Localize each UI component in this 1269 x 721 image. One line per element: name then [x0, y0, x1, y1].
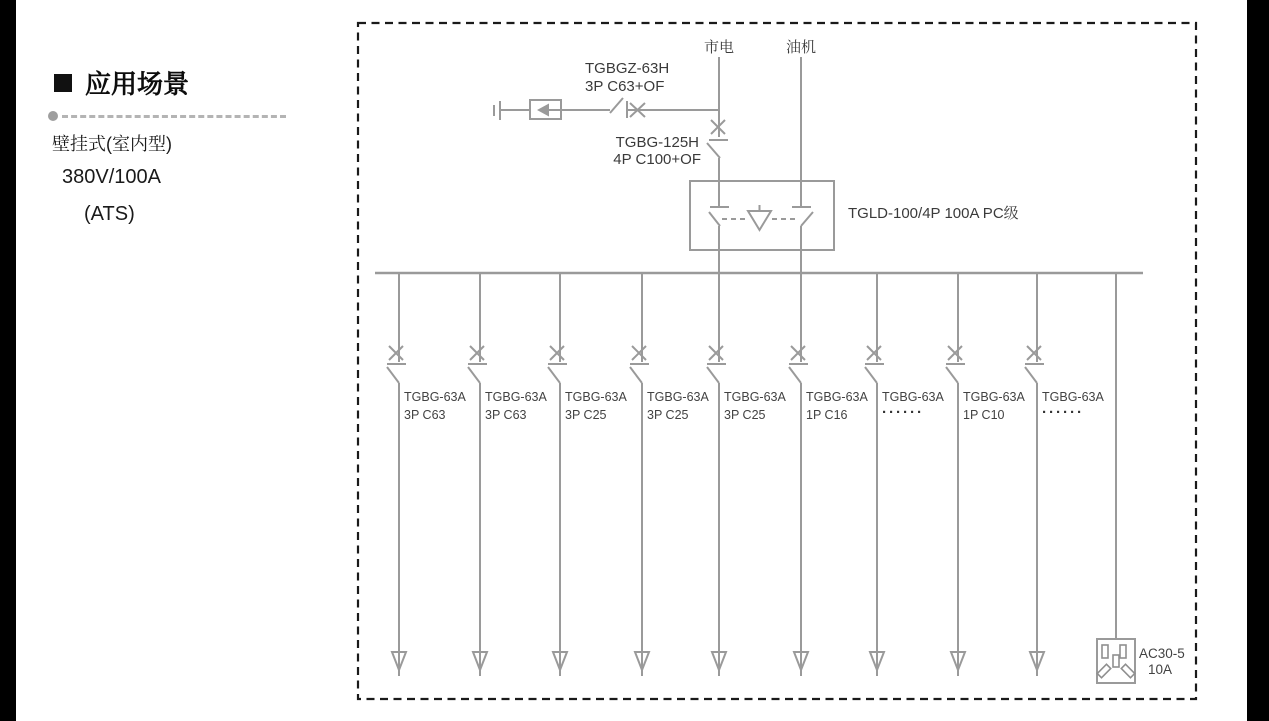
ats-model-label: TGLD-100/4P 100A PC级	[848, 205, 1019, 222]
branch-model-label: TGBG-63A	[647, 390, 709, 404]
mains-source-label: 市电	[703, 39, 735, 56]
branch-model-label: TGBG-63A	[565, 390, 627, 404]
spd-spec-label: 3P C63+OF	[585, 78, 665, 95]
branch-circuit-3	[548, 274, 627, 676]
branch-model-label: TGBG-63A	[1042, 390, 1104, 404]
ats-text: (ATS)	[84, 203, 135, 225]
branch-circuit-5	[707, 274, 786, 676]
breaker-cross-icon	[389, 346, 403, 360]
earth-icon	[494, 101, 500, 120]
branch-model-label: TGBG-63A	[806, 390, 868, 404]
breaker-cross-icon	[1027, 346, 1041, 360]
branch-spec-label: 3P C25	[565, 408, 607, 422]
section-title: 应用场景	[85, 69, 190, 99]
branch-spec-label: 3P C25	[724, 408, 766, 422]
changeover-triangle-icon	[748, 205, 771, 230]
socket-branch	[1097, 274, 1185, 683]
breaker-cross-icon	[867, 346, 881, 360]
main-breaker-spec-label: 4P C100+OF	[613, 151, 701, 168]
socket-model-label: AC30-5	[1139, 646, 1185, 661]
socket-icon	[1097, 639, 1135, 683]
branch-model-label: TGBG-63A	[404, 390, 466, 404]
rating-text: 380V/100A	[62, 166, 161, 188]
branch-circuit-8	[946, 274, 1025, 676]
incoming-generator-line	[786, 39, 816, 181]
branch-circuit-7	[865, 274, 944, 676]
generator-source-label: 油机	[785, 39, 817, 56]
branch-spec-label: ······	[882, 404, 924, 421]
ats-transfer-switch	[690, 181, 1019, 273]
branch-circuit-9	[1025, 274, 1104, 676]
breaker-cross-icon	[632, 346, 646, 360]
branch-spec-label: 3P C25	[647, 408, 689, 422]
surge-protector-icon	[530, 100, 561, 119]
branch-spec-label: 3P C63	[404, 408, 446, 422]
mount-type-text: 壁挂式(室内型)	[52, 134, 172, 154]
breaker-cross-icon	[470, 346, 484, 360]
branch-model-label: TGBG-63A	[724, 390, 786, 404]
breaker-cross-icon	[791, 346, 805, 360]
branch-model-label: TGBG-63A	[485, 390, 547, 404]
branch-circuit-6	[789, 274, 868, 676]
branch-spec-label: ······	[1042, 404, 1084, 421]
branch-circuit-4	[630, 274, 709, 676]
branch-spec-label: 3P C63	[485, 408, 527, 422]
branch-spec-label: 1P C10	[963, 408, 1005, 422]
spd-model-label: TGBGZ-63H	[585, 60, 670, 77]
spd-branch	[494, 60, 719, 120]
socket-rating-label: 10A	[1148, 662, 1173, 677]
main-breaker-model-label: TGBG-125H	[615, 134, 699, 151]
cabinet-dashed-border	[358, 23, 1196, 699]
breaker-cross-icon	[709, 346, 723, 360]
breaker-cross-icon	[948, 346, 962, 360]
branch-circuit-2	[468, 274, 547, 676]
breaker-cross-icon	[550, 346, 564, 360]
branch-circuit-1	[387, 274, 466, 676]
branch-spec-label: 1P C16	[806, 408, 848, 422]
branch-model-label: TGBG-63A	[882, 390, 944, 404]
branch-model-label: TGBG-63A	[963, 390, 1025, 404]
